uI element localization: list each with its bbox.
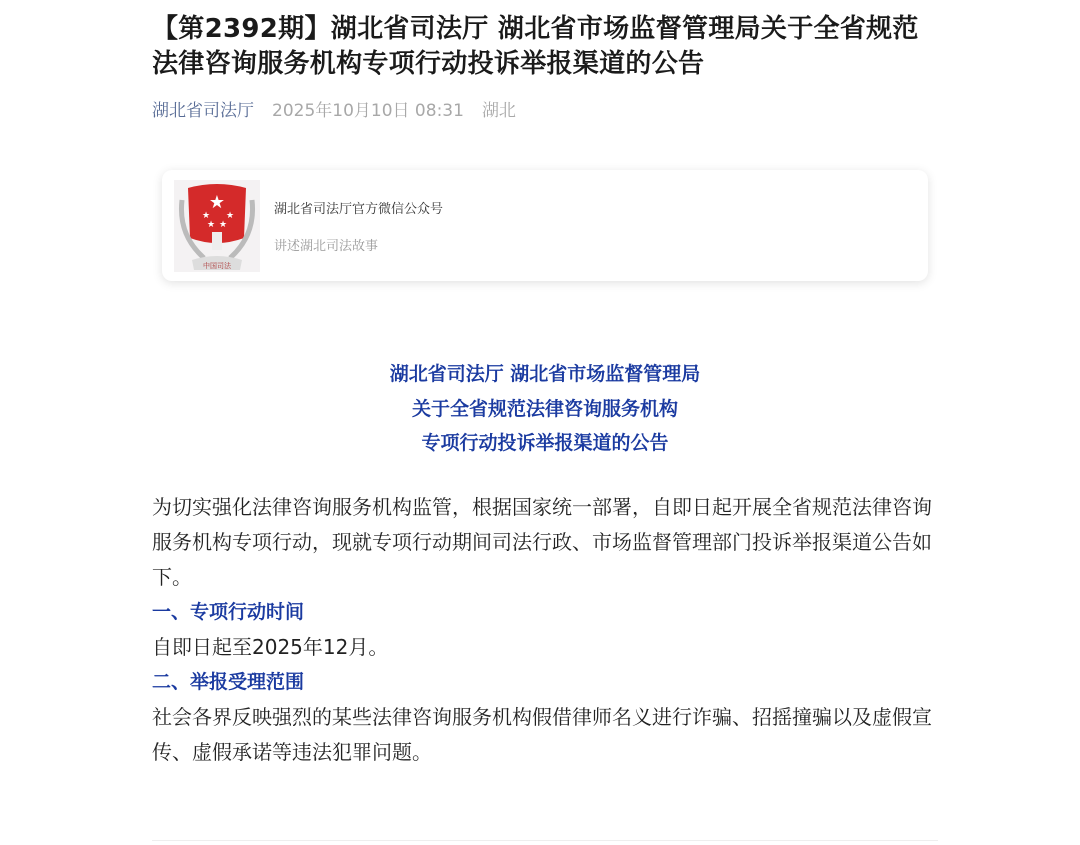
emblem-text: 中国司法 [203, 261, 231, 270]
article-body [152, 490, 942, 770]
article-header [152, 12, 938, 121]
author-link[interactable]: 湖北省司法厅 [152, 101, 254, 121]
section-heading: 二、举报受理范围 [152, 671, 305, 693]
section-paragraph: 自即日起至2025年12月。 [152, 635, 389, 659]
svg-text:★: ★ [226, 210, 235, 221]
notice-title-line: 专项行动投诉举报渠道的公告 [421, 432, 669, 454]
svg-text:★: ★ [208, 191, 226, 213]
notice-title [152, 357, 938, 461]
notice-title-line: 湖北省司法厅 湖北省市场监督管理局 [389, 363, 701, 385]
section-paragraph: 社会各界反映强烈的某些法律咨询服务机构假借律师名义进行诈骗、招摇撞骗以及虚假宣传、虚假承诺等违法犯罪问题。 [152, 705, 932, 764]
account-card[interactable] [162, 170, 928, 281]
svg-text:★: ★ [207, 219, 216, 230]
svg-text:★: ★ [219, 219, 228, 230]
section-heading: 一、专项行动时间 [152, 601, 305, 623]
intro-paragraph: 为切实强化法律咨询服务机构监管，根据国家统一部署，自即日起开展全省规范法律咨询服务机构专项行动，现就专项行动期间司法行政、市场监督管理部门投诉举报渠道公告如下。 [152, 495, 932, 589]
article-title: 【第2392期】湖北省司法厅 湖北省市场监督管理局关于全省规范法律咨询服务机构专项行动投诉举报渠道的公告 [152, 14, 919, 79]
court-emblem-logo [174, 180, 260, 272]
account-name: 湖北省司法厅官方微信公众号 [274, 201, 444, 217]
divider [152, 840, 938, 841]
article-meta [152, 96, 938, 121]
publish-datetime: 2025年10月10日 08:31 [272, 101, 464, 121]
notice-title-line: 关于全省规范法律咨询服务机构 [411, 397, 678, 420]
account-description: 讲述湖北司法故事 [274, 238, 379, 254]
svg-text:★: ★ [202, 210, 211, 221]
publish-location: 湖北 [481, 101, 516, 121]
